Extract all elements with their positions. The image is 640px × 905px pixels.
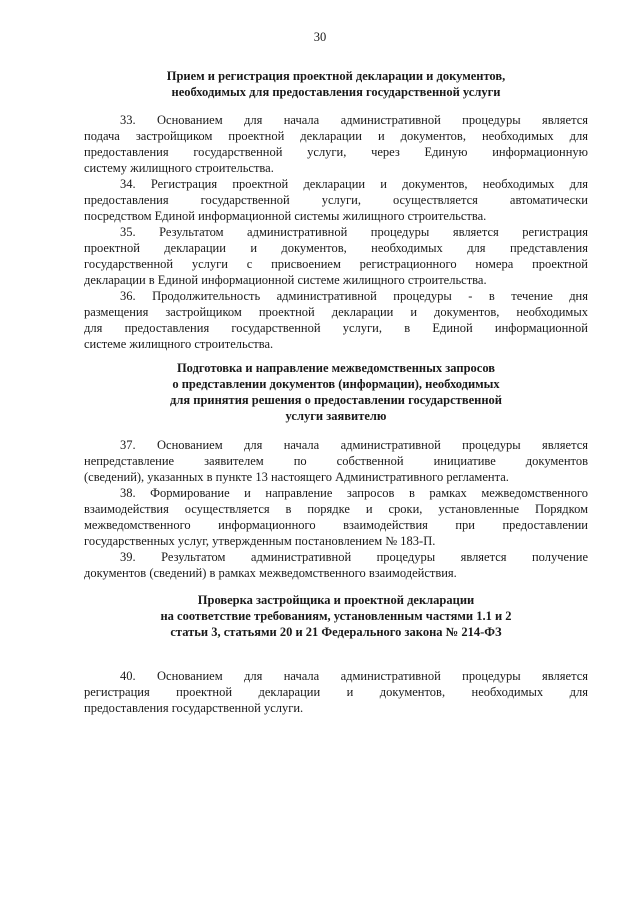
section-heading-1 (84, 68, 588, 100)
text-line: 36. Продолжительность административной процедуры - в течение дня (120, 289, 588, 303)
text-line: документов (сведений) в рамках межведомственного взаимодействия. (84, 566, 457, 580)
text-line: проектной декларации и документов, необходимых для представления (84, 241, 588, 255)
text-line: предоставления государственной услуги, через Единую информационную (84, 145, 588, 159)
text-line: декларации в Единой информационной системе жилищного строительства. (84, 273, 487, 287)
section-heading-3 (84, 592, 588, 640)
section-heading-2 (84, 360, 588, 424)
text-line: взаимодействия осуществляется в порядке и сроки, установленные Порядком (84, 502, 588, 516)
text-line: систему жилищного строительства. (84, 161, 274, 175)
paragraph-40 (84, 668, 588, 716)
text-line: 33. Основанием для начала административной процедуры является (120, 113, 588, 127)
heading-line: статьи 3, статьями 20 и 21 Федерального закона № 214-ФЗ (170, 625, 502, 639)
paragraph-34 (84, 176, 588, 224)
heading-line: услуги заявителю (285, 409, 387, 423)
text-line: посредством Единой информационной системы жилищного строительства. (84, 209, 487, 223)
text-line: 39. Результатом административной процедуры является получение (120, 550, 588, 564)
text-line: межведомственного информационного взаимодействия при предоставлении (84, 518, 588, 532)
text-line: подача застройщиком проектной декларации и документов, необходимых для (84, 129, 588, 143)
heading-line: для принятия решения о предоставлении государственной (170, 393, 502, 407)
heading-line: Прием и регистрация проектной декларации и документов, (166, 69, 506, 83)
text-line: государственных услуг, утвержденным постановлением № 183-П. (84, 534, 436, 548)
paragraph-38 (84, 485, 588, 549)
text-line: регистрация проектной декларации и документов, необходимых для (84, 685, 588, 699)
text-line: для предоставления государственной услуги, в Единой информационной (84, 321, 588, 335)
text-line: предоставления государственной услуги. (84, 701, 304, 715)
heading-line: Проверка застройщика и проектной декларации (197, 593, 475, 607)
text-line: 34. Регистрация проектной декларации и документов, необходимых для (120, 177, 588, 191)
paragraph-36 (84, 288, 588, 352)
paragraph-37 (84, 437, 588, 485)
text-line: государственной услуги с присвоением регистрационного номера проектной (84, 257, 588, 271)
text-line: размещения застройщиком проектной декларации и документов, необходимых (84, 305, 588, 319)
text-line: непредставление заявителем по собственной инициативе документов (84, 454, 588, 468)
paragraph-39 (84, 549, 588, 581)
paragraph-35 (84, 224, 588, 288)
heading-line: необходимых для предоставления государственной услуги (171, 85, 501, 99)
heading-line: о представлении документов (информации), необходимых (172, 377, 500, 391)
text-line: 37. Основанием для начала административной процедуры является (120, 438, 588, 452)
text-line: системе жилищного строительства. (84, 337, 274, 351)
heading-line: на соответствие требованиям, установленным частями 1.1 и 2 (160, 609, 512, 623)
text-line: 40. Основанием для начала административной процедуры является (120, 669, 588, 683)
page-number: 30 (313, 30, 327, 44)
heading-line: Подготовка и направление межведомственных запросов (176, 361, 496, 375)
text-line: (сведений), указанных в пункте 13 настоящего Административного регламента. (84, 470, 509, 484)
paragraph-33 (84, 112, 588, 176)
text-line: 35. Результатом административной процедуры является регистрация (120, 225, 588, 239)
text-line: предоставления государственной услуги, осуществляется автоматически (84, 193, 588, 207)
text-line: 38. Формирование и направление запросов в рамках межведомственного (120, 486, 588, 500)
